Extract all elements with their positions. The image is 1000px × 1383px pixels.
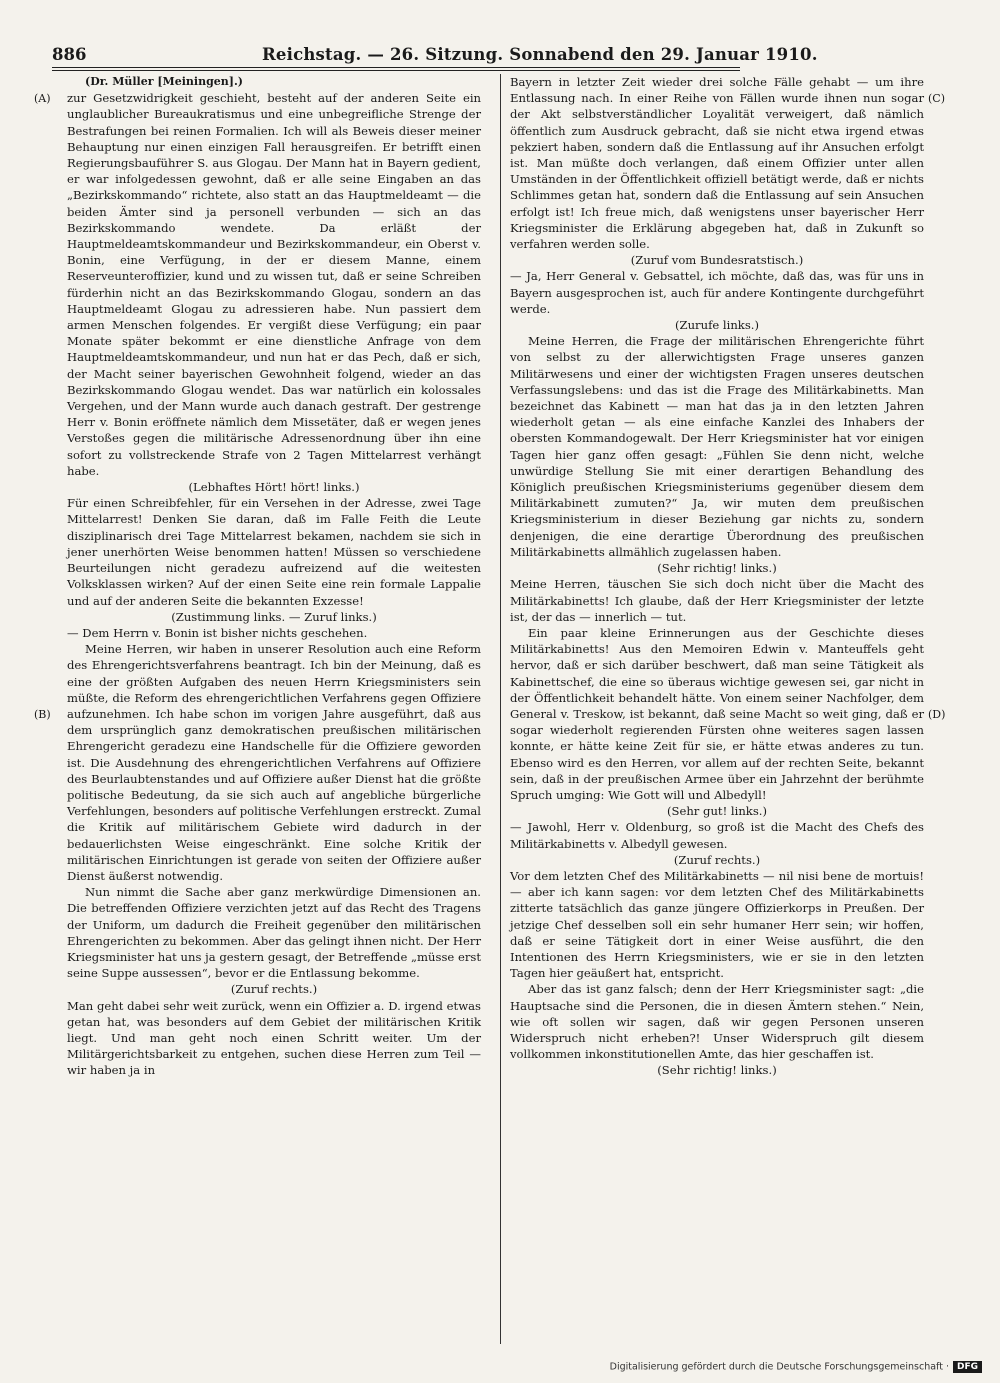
interjection: (Zuruf rechts.) — [230, 982, 318, 997]
paragraph: Vor dem letzten Chef des Militärkabinetts — nil nisi bene de mortuis! — aber ich kann sagen: vor dem letzten Chef des Militärkabinetts zitterte tatsächlich das ganze jüngere Offizierkorps in Preußen. Der jetzige Chef desselben soll ein sehr humaner Herr sein; wir hoffen, daß er seine Tätigkeit dort in einer Weise ausführt, die den Intentionen des Herrn Kriegsministers, wie er sie in den letzten Tagen hier geäußert hat, entspricht. — [510, 868, 924, 981]
header-rule — [52, 67, 740, 68]
paragraph: — Dem Herrn v. Bonin ist bisher nichts geschehen. — [67, 625, 368, 640]
interjection: (Sehr richtig! links.) — [657, 561, 777, 576]
column-divider — [500, 74, 501, 1344]
paragraph: Ein paar kleine Erinnerungen aus der Geschichte dieses Militärkabinetts! Aus den Memoiren Edwin v. Manteuffels geht hervor, daß er sich darüber beschwert, daß man seine Tätigkeit als Kabinettschef, die eine so überaus wichtige gewesen sei, gar nicht in der Öffentlichkeit behandelt hätte. Von einem seiner Nachfolger, dem General v. Treskow, ist bekannt, daß seine Macht so weit ging, daß er sogar wiederholt regierenden Fürsten ohne weiteres sagen lassen konnte, er hätte keine Zeit für sie, er hätte etwas anderes zu tun. Ebenso wird es den Herren, vor allem auf der rechten Seite, bekannt sein, daß in der preußischen Armee über ein Jahrzehnt der berühmte Spruch umging: Wie Gott will und Albedyll! — [510, 625, 924, 802]
columns — [34, 74, 952, 1344]
margin-marker-b: (B) — [34, 708, 51, 721]
margin-marker-a: (A) — [34, 92, 51, 105]
page-header — [52, 42, 972, 70]
interjection: (Lebhaftes Hört! hört! links.) — [188, 480, 360, 495]
paragraph: Nun nimmt die Sache aber ganz merkwürdige Dimensionen an. Die betreffenden Offiziere verzichten jetzt auf das Recht des Tragens der Uniform, um dadurch die Freiheit gegenüber den militärischen Ehrengerichten zu bekommen. Aber das gelingt ihnen nicht. Der Herr Kriegsminister hat uns ja gestern gesagt, der Betreffende „müsse erst seine Suppe aussessen“, bevor er die Entlassung bekomme. — [67, 885, 481, 981]
page-number: 886 — [52, 45, 87, 64]
left-column — [67, 74, 481, 1079]
credit-text: Digitalisierung gefördert durch die Deutsche Forschungsgemeinschaft · — [609, 1361, 949, 1373]
dfg-logo-icon: DFG — [953, 1361, 982, 1373]
interjection: (Zuruf rechts.) — [673, 852, 761, 867]
interjection: (Zurufe links.) — [675, 318, 759, 333]
speaker-label: (Dr. Müller [Meiningen].) — [85, 75, 244, 88]
header-rule-thin — [52, 70, 740, 71]
interjection: (Sehr gut! links.) — [667, 804, 767, 819]
page — [34, 42, 972, 1078]
running-title: Reichstag. — 26. Sitzung. Sonnabend den 29. Januar 1910. — [262, 45, 818, 64]
interjection: (Zustimmung links. — Zuruf links.) — [171, 609, 377, 624]
paragraph: Meine Herren, die Frage der militärischen Ehrengerichte führt von selbst zu der allerwichtigsten Frage unseres ganzen Militärwesens und einer der wichtigsten Fragen unseres deutschen Verfassungslebens: und das ist die Frage des Militärkabinetts. Man bezeichnet das Kabinett — man hat das ja in den letzten Jahren wiederholt getan — als eine einfache Kanzlei des Inhabers der obersten Kommandogewalt. Der Herr Kriegsminister hat vor einigen Tagen hier ganz offen gesagt: „Fühlen Sie denn nicht, welche unwürdige Stellung Sie mit einer derartigen Behandlung des Königlich preußischen Kriegsministeriums gegenüber diesem dem Militärkabinett zumuten?“ Ja, wir muten dem preußischen Kriegsministerium in dieser Beziehung gar nichts zu, sondern denjenigen, die eine derartige Überordnung des preußischen Militärkabinetts allmählich zugelassen haben. — [510, 334, 924, 559]
interjection: (Zuruf vom Bundesratstisch.) — [630, 253, 804, 268]
paragraph: Meine Herren, täuschen Sie sich doch nicht über die Macht des Militärkabinetts! Ich glaube, daß der Herr Kriegsminister der letzte ist, der das — innerlich — tut. — [510, 577, 924, 624]
paragraph: Bayern in letzter Zeit wieder drei solche Fälle gehabt — um ihre Entlassung nach. In einer Reihe von Fällen wurde ihnen nun sogar der Akt selbstverständlicher Loyalität verweigert, daß nämlich öffentlich zum Ausdruck gebracht, daß sie nicht etwa irgend etwas pekziert haben, sondern daß die Entlassung auf ihr Ansuchen erfolgt ist. Man müßte doch verlangen, daß einem Offizier unter allen Umständen in der Öffentlichkeit offiziell betätigt werde, daß er nichts Schlimmes getan hat, sondern daß die Entlassung auf sein Ansuchen erfolgt ist! Ich freue mich, daß wenigstens unser bayerischer Herr Kriegsminister die Erklärung abgegeben hat, daß in Zukunft so verfahren werden solle. — [510, 75, 924, 252]
paragraph: — Ja, Herr General v. Gebsattel, ich möchte, daß das, was für uns in Bayern ausgesprochen ist, auch für andere Kontingente durchgeführt werde. — [510, 269, 924, 316]
right-column — [510, 74, 924, 1079]
interjection: (Sehr richtig! links.) — [657, 1063, 777, 1078]
paragraph: — Jawohl, Herr v. Oldenburg, so groß ist die Macht des Chefs des Militärkabinetts v. Albedyll gewesen. — [510, 820, 924, 851]
paragraph: zur Gesetzwidrigkeit geschieht, besteht auf der anderen Seite ein unglaublicher Bureaukratismus und eine unbegreifliche Strenge der Bestrafungen bei reinen Formalien. Ich will als Beweis dieser meiner Behauptung nur einen einzigen Fall herausgreifen. Er betrifft einen Regierungsbauführer S. aus Glogau. Der Mann hat in Bayern gedient, er war infolgedessen gewohnt, daß er alle seine Eingaben an das „Bezirkskommando“ richtete, also statt an das Hauptmeldeamt — die beiden Ämter sind ja personell verbunden — sich an das Bezirkskommando wendete. Da erläßt der Hauptmeldeamtskommandeur und Bezirkskommandeur, ein Oberst v. Bonin, eine Verfügung, in der er diesem Manne, einem Reserveunteroffizier, kund und zu wissen tut, daß er seine Schreiben fürderhin nicht an das Bezirkskommando Glogau, sondern an das Hauptmeldeamt Glogau zu adressieren habe. Nun passiert dem armen Menschen folgendes. Er vergißt diese Verfügung; ein paar Monate später bekommt er eine dienstliche Anfrage von dem Hauptmeldeamtskommandeur, und nun hat er das Pech, daß er sich, der Macht seiner bayerischen Gewohnheit folgend, wieder an das Bezirkskommando Glogau wendet. Das war natürlich ein kolossales Vergehen, und der Mann wurde auch danach gestraft. Der gestrenge Herr v. Bonin eröffnete nämlich dem Missetäter, daß er wegen jenes Verstoßes gegen die militärische Adressenordnung über ihn eine sofort zu vollstreckende Strafe von 2 Tagen Mittelarrest verhängt habe. — [67, 91, 481, 478]
paragraph: Aber das ist ganz falsch; denn der Herr Kriegsminister sagt: „die Hauptsache sind die Personen, die in diesen Ämtern stehen.“ Nein, wie oft sollen wir sagen, daß wir gegen Personen unseren Widerspruch nicht erheben?! Unser Widerspruch gilt diesem vollkommen inkonstitutionellen Amte, das hier geschaffen ist. — [510, 982, 924, 1062]
margin-marker-d: (D) — [928, 708, 946, 721]
paragraph: Man geht dabei sehr weit zurück, wenn ein Offizier a. D. irgend etwas getan hat, was besonders auf dem Gebiet der militärischen Kritik liegt. Und man geht noch einen Schritt weiter. Um der Militärgerichtsbarkeit zu entgehen, suchen diese Herren zum Teil — wir haben ja in — [67, 998, 481, 1078]
digitization-credit — [610, 1361, 982, 1373]
margin-marker-c: (C) — [928, 92, 945, 105]
paragraph: Für einen Schreibfehler, für ein Versehen in der Adresse, zwei Tage Mittelarrest! Denken Sie daran, daß im Falle Feith die Leute disziplinarisch drei Tage Mittelarrest bekamen, nachdem sie sich in jener unerhörten Weise benommen hatten! Müssen so verschiedene Beurteilungen nicht geradezu aufreizend auf die weitesten Volksklassen wirken? Auf der einen Seite eine rein formale Lappalie und auf der anderen Seite die bekannten Exzesse! — [67, 496, 481, 608]
paragraph: Meine Herren, wir haben in unserer Resolution auch eine Reform des Ehrengerichtsverfahrens beantragt. Ich bin der Meinung, daß es eine der größten Aufgaben des neuen Herrn Kriegsministers sein müßte, die Reform des ehrengerichtlichen Verfahrens gegen Offiziere aufzunehmen. Ich habe schon im vorigen Jahre ausgeführt, daß aus dem ursprünglich ganz demokratischen preußischen militärischen Ehrengericht geradezu eine Handschelle für die Offiziere geworden ist. Die Ausdehnung des ehrengerichtlichen Verfahrens auf Offiziere des Beurlaubtenstandes und auf Offiziere außer Dienst hat die größte politische Bedeutung, da sie sich auch auf angebliche bürgerliche Verfehlungen, besonders auf politische Verfehlungen erstreckt. Zumal die Kritik auf militärischem Gebiete wird dadurch in der bedauerlichsten Weise eingeschränkt. Eine solche Kritik der militärischen Einrichtungen ist gerade von seiten der Offiziere außer Dienst äußerst notwendig. — [67, 642, 481, 883]
